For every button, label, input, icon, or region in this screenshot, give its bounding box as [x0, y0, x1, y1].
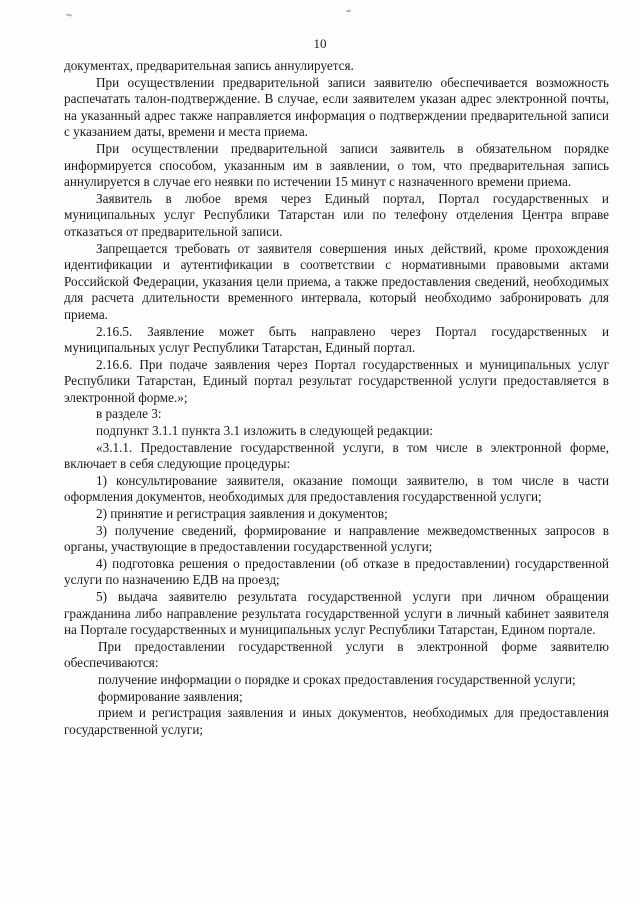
paragraph: При предоставлении государственной услуги в электронной форме заявителю обеспечиваются:: [64, 638, 609, 671]
list-item: 2) принятие и регистрация заявления и документов;: [96, 506, 388, 522]
document-body: [64, 58, 609, 738]
list-item: получение информации о порядке и сроках предоставления государственной услуги;: [98, 671, 576, 687]
paragraph: Запрещается требовать от заявителя совершения иных действий, кроме прохождения идентификации и аутентификации в соответствии с нормативными правовыми актами Российской Федерации, указания цели приема, а также предоставления сведений, необходимых для расчета длительности временного интервала, который необходимо забронировать для приема.: [64, 240, 609, 322]
paragraph: «3.1.1. Предоставление государственной услуги, в том числе в электронной форме, включает в себя следующие процедуры:: [64, 439, 609, 472]
list-item: формирование заявления;: [98, 688, 243, 704]
paragraph: подпункт 3.1.1 пункта 3.1 изложить в следующей редакции:: [96, 423, 434, 439]
paragraph: При осуществлении предварительной записи заявитель в обязательном порядке информируется способом, указанным им в заявлении, о том, что предварительная запись аннулируется в случае его неявки по истечении 15 минут с назначенного времени приема.: [64, 140, 609, 190]
paragraph: в разделе 3:: [96, 406, 162, 422]
paragraph: При осуществлении предварительной записи заявителю обеспечивается возможность распечатать талон-подтверждение. В случае, если заявителем указан адрес электронной почты, на указанный адрес также направляется информация о подтверждении предварительной записи с указанием даты, времени и места приема.: [64, 74, 609, 140]
paragraph: Заявитель в любое время через Единый портал, Портал государственных и муниципальных услуг Республики Татарстан или по телефону отделения Центра вправе отказаться от предварительной записи.: [64, 190, 609, 239]
list-item: 1) консультирование заявителя, оказание помощи заявителю, в том числе в части оформления документов, необходимых для предоставления государственной услуги;: [64, 472, 609, 505]
list-item: 5) выдача заявителю результата государственной услуги при личном обращении гражданина либо направление результата государственной услуги в личный кабинет заявителя на Портале государственных и муниципальных услуг Республики Татарстан, Едином портале.: [64, 589, 609, 638]
paragraph-continuation: документах, предварительная запись аннулируется.: [64, 58, 354, 73]
page-number: 10: [313, 36, 327, 51]
scan-artifact: [66, 13, 72, 16]
list-item: 4) подготовка решения о предоставлении (об отказе в предоставлении) государственной услуги по назначению ЕДВ на проезд;: [64, 555, 609, 588]
paragraph: 2.16.6. При подаче заявления через Портал государственных и муниципальных услуг Республики Татарстан, Единый портал результат государственной услуги предоставляется в электронной форме.»;: [64, 356, 609, 405]
scan-artifact: [346, 10, 351, 13]
list-item: прием и регистрация заявления и иных документов, необходимых для предоставления государственной услуги;: [64, 705, 609, 737]
paragraph: 2.16.5. Заявление может быть направлено через Портал государственных и муниципальных услуг Республики Татарстан, Единый портал.: [64, 323, 609, 356]
list-item: 3) получение сведений, формирование и направление межведомственных запросов в органы, участвующие в предоставлении государственной услуги;: [64, 522, 609, 555]
